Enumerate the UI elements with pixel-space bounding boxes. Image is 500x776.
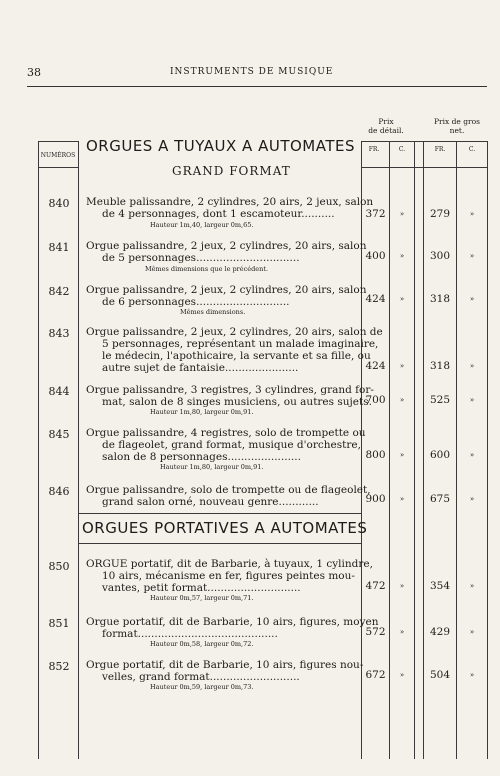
column-rule <box>389 141 390 759</box>
dimensions: Hauteur 1m,80, largeur 0m,91. <box>160 463 264 471</box>
section-title: ORGUES PORTATIVES A AUTOMATES <box>82 519 368 537</box>
table-top-rule-right <box>361 141 487 142</box>
numeros-header-rule <box>38 167 78 168</box>
column-rule <box>414 141 415 759</box>
description-line: format.......................................... <box>102 628 278 640</box>
net-price: 600 <box>429 449 451 461</box>
net-cents: » <box>469 396 475 404</box>
wholesale-price-header: Prix de gros net. <box>433 117 481 135</box>
retail-price-header: Prix de détail. <box>368 117 404 135</box>
description-line: autre sujet de fantaisie...................... <box>102 362 299 374</box>
description-line: vantes, petit format............................ <box>102 582 301 594</box>
numeros-label: NUMÉROS <box>40 152 76 159</box>
net-price: 318 <box>429 360 451 372</box>
description-line: Orgue portatif, dit de Barbarie, 10 airs, figures nou- <box>86 659 364 671</box>
page-number: 38 <box>27 66 41 79</box>
description-line: de 4 personnages, dont 1 escamoteur.......... <box>102 208 335 220</box>
dimensions: Mêmes dimensions. <box>180 308 246 316</box>
section-subtitle: GRAND FORMAT <box>172 164 291 178</box>
dimensions: Hauteur 1m,80, largeur 0m,91. <box>150 408 254 416</box>
description-line: Orgue palissandre, 4 registres, solo de trompette ou <box>86 427 366 439</box>
dimensions: Hauteur 0m,58, largeur 0m,72. <box>150 640 254 648</box>
net-price: 279 <box>429 208 451 220</box>
retail-cents: » <box>399 582 405 590</box>
description-line: Orgue palissandre, 2 jeux, 2 cylindres, 20 airs, salon <box>86 240 367 252</box>
retail-price: 400 <box>365 250 386 262</box>
description-line: grand salon orné, nouveau genre............ <box>102 496 319 508</box>
item-number: 846 <box>48 485 70 498</box>
retail-cents: » <box>399 628 405 636</box>
net-cents: » <box>469 628 475 636</box>
retail-cents: » <box>399 396 405 404</box>
retail-price: 700 <box>365 394 386 406</box>
dimensions: Hauteur 1m,40, largeur 0m,65. <box>150 221 254 229</box>
item-number: 843 <box>48 327 70 340</box>
item-number: 845 <box>48 428 70 441</box>
retail-cents: » <box>399 252 405 260</box>
net-cents: » <box>469 362 475 370</box>
description-line: salon de 8 personnages...................... <box>102 451 301 463</box>
retail-cents: » <box>399 210 405 218</box>
retail-cents: » <box>399 451 405 459</box>
price-header-rule <box>361 167 487 168</box>
item-number: 851 <box>48 617 70 630</box>
description-line: de flageolet, grand format, musique d'orchestre, <box>102 439 361 451</box>
retail-price: 424 <box>365 360 386 372</box>
description-line: Orgue palissandre, 2 jeux, 2 cylindres, 20 airs, salon <box>86 284 367 296</box>
description-line: Orgue palissandre, 3 registres, 3 cylindres, grand for- <box>86 384 374 396</box>
description-line: Orgue palissandre, solo de trompette ou de flageolet, <box>86 484 371 496</box>
net-cents: » <box>469 210 475 218</box>
item-number: 842 <box>48 285 70 298</box>
item-number: 850 <box>48 560 70 573</box>
retail-fr-label: FR. <box>368 146 380 153</box>
header-rule <box>27 86 487 87</box>
net-cents: » <box>469 582 475 590</box>
description-line: ORGUE portatif, dit de Barbarie, à tuyaux, 1 cylindre, <box>86 558 373 570</box>
retail-price: 900 <box>365 493 386 505</box>
retail-cents: » <box>399 362 405 370</box>
section-title: ORGUES A TUYAUX A AUTOMATES <box>86 137 355 155</box>
net-cents: » <box>469 295 475 303</box>
retail-price: 424 <box>365 293 386 305</box>
retail-price: 372 <box>365 208 386 220</box>
description-line: le médecin, l'apothicaire, la servante et sa fille, ou <box>102 350 371 362</box>
table-top-rule-left <box>38 141 78 142</box>
retail-cents: » <box>399 295 405 303</box>
running-head: INSTRUMENTS DE MUSIQUE <box>170 67 334 77</box>
description-line: Orgue palissandre, 2 jeux, 2 cylindres, 20 airs, salon de <box>86 326 383 338</box>
description-line: mat, salon de 8 singes musiciens, ou autres sujets. <box>102 396 372 408</box>
description-line: Meuble palissandre, 2 cylindres, 20 airs, 2 jeux, salon <box>86 196 374 208</box>
dimensions: Hauteur 0m,57, largeur 0m,71. <box>150 594 254 602</box>
retail-price: 572 <box>365 626 386 638</box>
net-c-label: C. <box>468 146 476 153</box>
column-rule <box>487 141 488 759</box>
item-number: 841 <box>48 241 70 254</box>
net-price: 675 <box>429 493 451 505</box>
item-number: 840 <box>48 197 70 210</box>
column-rule <box>38 141 39 759</box>
net-cents: » <box>469 252 475 260</box>
net-price: 300 <box>429 250 451 262</box>
net-price: 504 <box>429 669 451 681</box>
retail-price: 472 <box>365 580 386 592</box>
section-rule <box>78 543 361 544</box>
description-line: 10 airs, mécanisme en fer, figures peintes mou- <box>102 570 355 582</box>
description-line: velles, grand format........................... <box>102 671 300 683</box>
net-price: 429 <box>429 626 451 638</box>
column-rule <box>456 141 457 759</box>
item-number: 844 <box>48 385 70 398</box>
item-number: 852 <box>48 660 70 673</box>
net-cents: » <box>469 451 475 459</box>
description-line: 5 personnages, représentant un malade imaginaire, <box>102 338 379 350</box>
description-line: Orgue portatif, dit de Barbarie, 10 airs, figures, moyen <box>86 616 379 628</box>
retail-price: 672 <box>365 669 386 681</box>
net-cents: » <box>469 495 475 503</box>
net-cents: » <box>469 671 475 679</box>
dimensions: Mêmes dimensions que le précédent. <box>145 265 268 273</box>
section-rule <box>78 513 361 514</box>
retail-price: 800 <box>365 449 386 461</box>
net-price: 318 <box>429 293 451 305</box>
retail-cents: » <box>399 671 405 679</box>
retail-c-label: C. <box>398 146 406 153</box>
net-price: 354 <box>429 580 451 592</box>
retail-cents: » <box>399 495 405 503</box>
description-line: de 6 personnages............................ <box>102 296 290 308</box>
net-price: 525 <box>429 394 451 406</box>
column-rule <box>78 141 79 759</box>
net-fr-label: FR. <box>434 146 446 153</box>
dimensions: Hauteur 0m,59, largeur 0m,73. <box>150 683 254 691</box>
description-line: de 5 personnages............................... <box>102 252 300 264</box>
